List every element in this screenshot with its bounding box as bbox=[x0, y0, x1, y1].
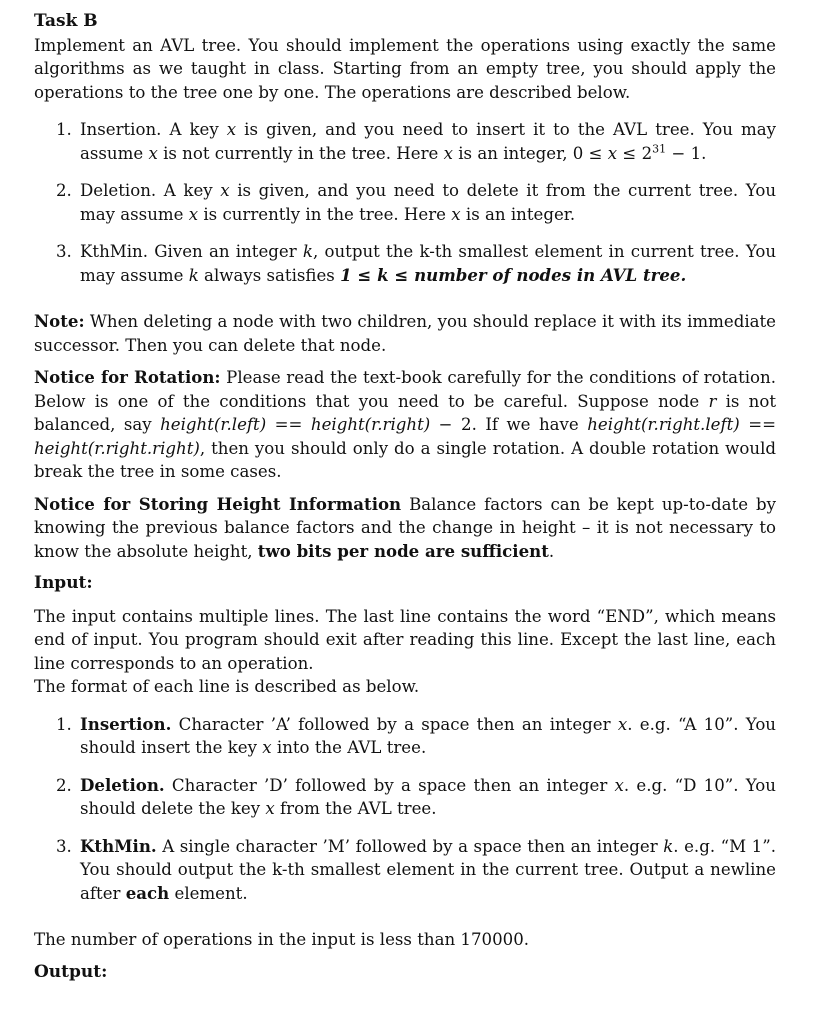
item-number: 3. bbox=[56, 836, 72, 856]
operations-list bbox=[34, 118, 776, 287]
item-number: 2. bbox=[56, 775, 72, 795]
note-paragraph: Note: When deleting a node with two children, you should replace it with its immediate successor. Then you can delete that node. bbox=[34, 311, 777, 355]
list-item: 3. KthMin. Given an integer k, output the k-th smallest element in current tree. You may assume k always satisfies 1 ≤ k ≤ number of nodes in AVL tree. bbox=[56, 242, 777, 285]
operations-count: The number of operations in the input is less than 170000. bbox=[34, 930, 530, 949]
input-formats-list bbox=[34, 713, 776, 906]
item-label: Insertion. bbox=[80, 713, 172, 734]
task-title: Task B bbox=[34, 11, 98, 31]
input-heading: Input: bbox=[34, 573, 93, 593]
list-item: 3. KthMin. A single character ’M’ followed by a space then an integer k. e.g. “M 1”. You should output the k-th smallest element in the current tree. Output a newline after each element. bbox=[56, 835, 776, 903]
intro-paragraph: Implement an AVL tree. You should implement the operations using exactly the same algorithms as we taught in class. Starting from an empty tree, you should apply the operations to the tree one by one. The operations are described below. bbox=[34, 35, 776, 102]
item-label: Deletion. bbox=[80, 181, 157, 200]
item-label: KthMin. bbox=[80, 835, 157, 856]
item-number: 2. bbox=[56, 181, 72, 200]
list-item: 2. Deletion. A key x is given, and you need to delete it from the current tree. You may assume x is currently in the tree. Here x is an integer. bbox=[56, 181, 777, 224]
item-label: Insertion. bbox=[80, 120, 162, 139]
input-description: The input contains multiple lines. The last line contains the word “END”, which means end of input. You program should exit after reading this line. Except the last line, each line corresponds to an operation. bbox=[34, 606, 776, 673]
item-label: KthMin. bbox=[80, 242, 149, 261]
height-info-paragraph: Notice for Storing Height Information Balance factors can be kept up-to-date by knowing the previous balance factors and the change in height – it is not necessary to know the absolute height, two bits per node are sufficient. bbox=[34, 493, 776, 561]
item-number: 1. bbox=[56, 120, 72, 139]
rotation-paragraph: Notice for Rotation: Please read the text-book carefully for the conditions of rotation. Below is one of the conditions that you need to be careful. Suppose node r is not balanced, say height(r.left) == height(r.right) − 2. If we have height(r.right.left) == height(r.right.right), then you should only do a single rotation. A double rotation would break the tree in some cases. bbox=[34, 367, 777, 481]
list-item: 1. Insertion. Character ’A’ followed by a space then an integer x. e.g. “A 10”. You should insert the key x into the AVL tree. bbox=[56, 713, 776, 757]
input-format-intro: The format of each line is described as below. bbox=[34, 677, 420, 696]
list-item: 1. Insertion. A key x is given, and you need to insert it to the AVL tree. You may assume x is not currently in the tree. Here x is an integer, $0 \le x \le 2^{31} - 1$. bbox=[56, 120, 776, 163]
document-page bbox=[34, 10, 776, 984]
output-heading: Output: bbox=[34, 961, 108, 982]
item-number: 1. bbox=[56, 714, 72, 734]
item-number: 3. bbox=[56, 242, 72, 261]
list-item: 2. Deletion. Character ’D’ followed by a space then an integer x. e.g. “D 10”. You should delete the key x from the AVL tree. bbox=[56, 774, 776, 818]
item-label: Deletion. bbox=[80, 774, 165, 795]
